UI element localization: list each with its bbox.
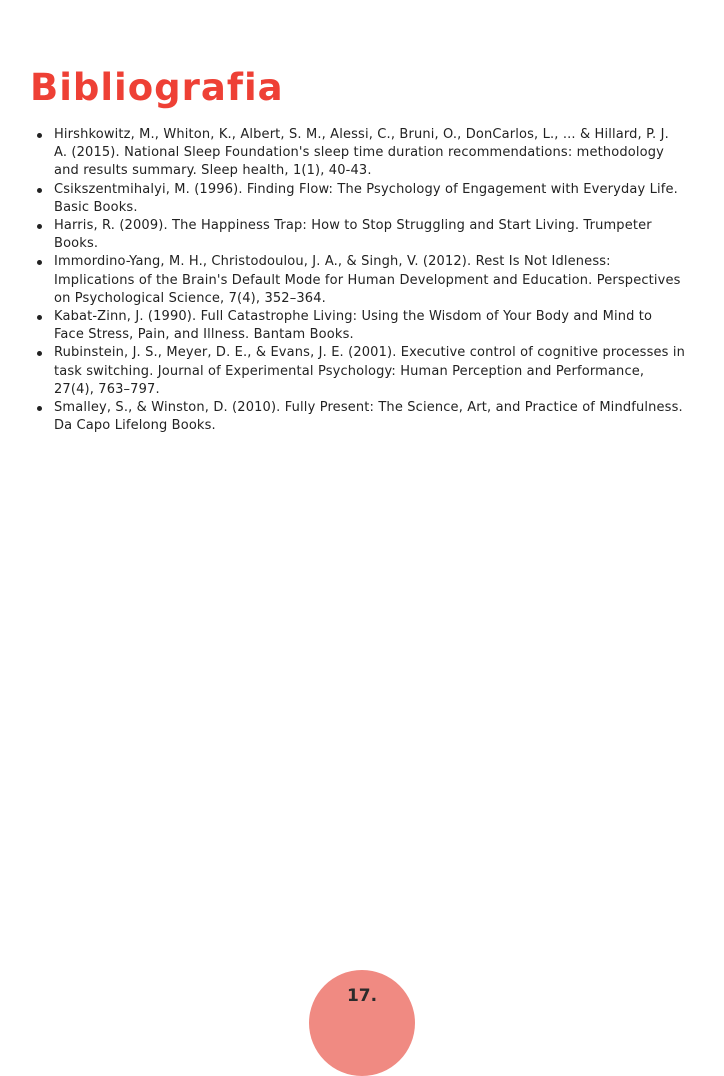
bullet-dot [37,351,42,356]
bullet-dot [37,406,42,411]
bibliography-item [36,308,686,344]
bibliography-text: Csikszentmihalyi, M. (1996). Finding Flow: The Psychology of Engagement with Everyday Life. Basic Books. [54,181,678,215]
bibliography-text: Kabat-Zinn, J. (1990). Full Catastrophe Living: Using the Wisdom of Your Body and Mind to Face Stress, Pain, and Illness. Bantam Books. [54,309,653,343]
bullet-dot [37,315,42,320]
bibliography-item [36,344,686,399]
bibliography-item [36,217,686,253]
bibliography-item [36,181,686,217]
bibliography-list [36,126,686,435]
bullet-dot [37,224,42,229]
bibliography-text: Harris, R. (2009). The Happiness Trap: How to Stop Struggling and Start Living. Trumpeter Books. [54,218,652,252]
bibliography-text: Rubinstein, J. S., Meyer, D. E., & Evans, J. E. (2001). Executive control of cognitive processes in task switching. Journal of Experimental Psychology: Human Perception and Performance, 27(4), 763–797. [54,345,685,397]
page-title: Bibliografia [30,66,284,109]
page-number: 17. [346,986,378,1006]
bibliography-text: Hirshkowitz, M., Whiton, K., Albert, S. M., Alessi, C., Bruni, O., DonCarlos, L., ... & Hillard, P. J. A. (2015). National Sleep Foundation's sleep time duration recommendations: methodology and results summary. Sleep health, 1(1), 40-43. [54,127,669,179]
bibliography-item [36,126,686,181]
bibliography-text: Smalley, S., & Winston, D. (2010). Fully Present: The Science, Art, and Practice of Mindfulness. Da Capo Lifelong Books. [54,400,683,434]
bullet-dot [37,188,42,193]
bullet-dot [37,133,42,138]
bibliography-item [36,253,686,308]
bibliography-item [36,399,686,435]
bibliography-text: Immordino-Yang, M. H., Christodoulou, J. A., & Singh, V. (2012). Rest Is Not Idleness: Implications of the Brain's Default Mode for Human Development and Education. Perspectives on Psychological Science, 7(4), 352–364. [54,254,681,306]
bullet-dot [37,260,42,265]
